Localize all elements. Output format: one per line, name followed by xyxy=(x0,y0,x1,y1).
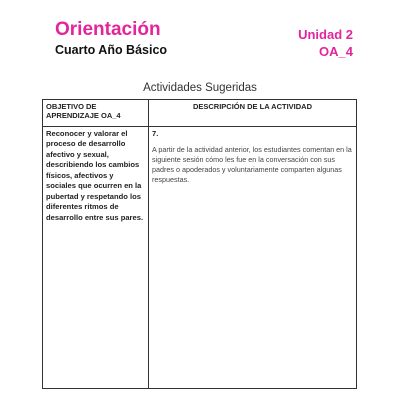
grade-label: Cuarto Año Básico xyxy=(55,43,168,57)
unit-label: Unidad 2 xyxy=(298,27,353,42)
objective-code-label: OA_4 xyxy=(319,44,353,59)
section-title: Actividades Sugeridas xyxy=(143,82,257,94)
activity-description: A partir de la actividad anterior, los estudiantes comentan en la siguiente sesión cómo les fue en la conversación con sus padres o apoderados y voluntariamente comparten algunas respuestas. xyxy=(152,145,352,185)
description-column-header: DESCRIPCIÓN DE LA ACTIVIDAD xyxy=(149,100,357,127)
table-header-row xyxy=(43,100,357,127)
subject-title: Orientación xyxy=(55,19,161,40)
objective-cell xyxy=(43,127,149,389)
table-row xyxy=(43,127,357,389)
activity-cell xyxy=(149,127,357,389)
activity-table xyxy=(42,99,357,389)
objective-column-header: OBJETIVO DE APRENDIZAJE OA_4 xyxy=(43,100,149,127)
objective-text: Reconocer y valorar el proceso de desarrollo afectivo y sexual, describiendo los cambios físicos, afectivos y sociales que ocurren en la pubertad y respetando los diferentes ritmos de desarrollo entre sus pares. xyxy=(46,129,144,222)
activity-number: 7. xyxy=(152,129,159,138)
